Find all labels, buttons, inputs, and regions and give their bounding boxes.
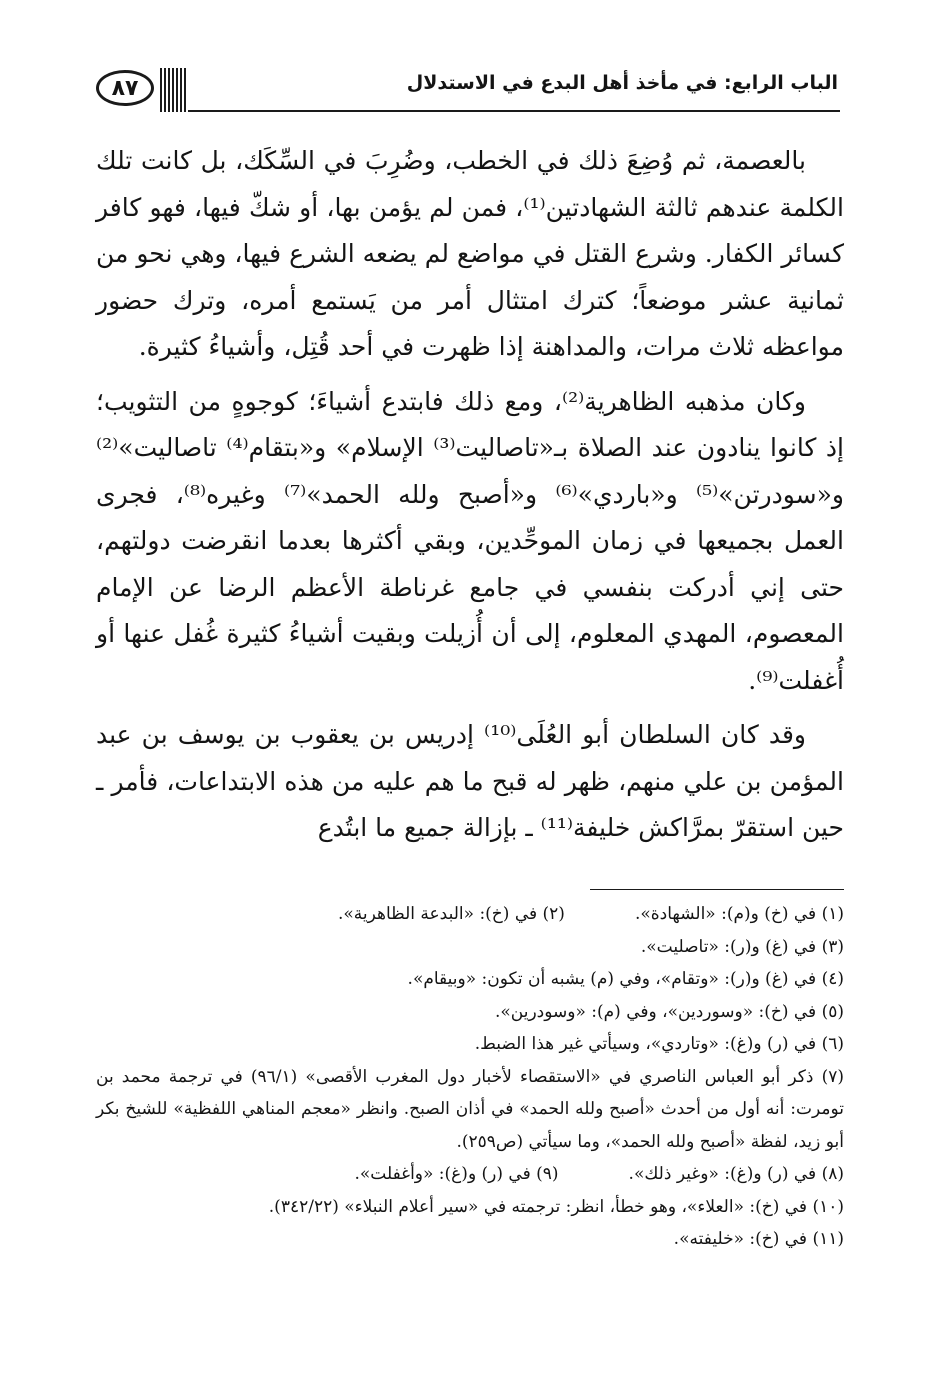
footnote-row xyxy=(96,898,844,931)
decorative-bars-icon xyxy=(160,68,188,112)
footnote-8: (٨) في (ر) و(غ): «وغير ذلك». xyxy=(628,1164,844,1184)
page-number-badge xyxy=(88,62,186,112)
footnote-3: (٣) في (غ) و(ر): «تاصليت». xyxy=(640,936,844,957)
footnote-4: (٤) في (غ) و(ر): «وتقام»، وفي (م) يشبه أن تكون: «وبيقام». xyxy=(407,969,844,989)
footnote-2: (٢) في (خ): «البدعة الظاهرية». xyxy=(338,904,565,924)
footnote-10: (١٠) في (خ): «العلاء»، وهو خطأ، انظر: ترجمته في «سير أعلام النبلاء» (٣٤٢/٢٢). xyxy=(268,1196,844,1217)
footnote-9: (٩) في (ر) و(غ): «وأغفلت». xyxy=(354,1164,559,1184)
page-number: ٨٧ xyxy=(96,70,154,106)
main-text xyxy=(96,138,844,852)
footnote-row xyxy=(96,1158,844,1191)
paragraph-2: وكان مذهبه الظاهرية⁽²⁾، ومع ذلك فابتدع أشياءَ؛ كوجوهٍ من التثويب؛ إذ كانوا ينادون عند الصلاة بـ«تاصاليت⁽³⁾ الإسلام» و«بتقام⁽⁴⁾ تاصاليت»⁽²⁾ و«سودرتن»⁽⁵⁾ و«باردي»⁽⁶⁾ و«أصبح ولله الحمد»⁽⁷⁾ وغيره⁽⁸⁾، فجرى العمل بجميعها في زمان الموحِّدين، وبقي أكثرها بعدما انقرضت دولتهم، حتى إني أدركت بنفسي في جامع غرناطة الأعظم الرضا عن الإمام المعصوم، المهدي المعلوم، إلى أن أُزيلت وبقيت أشياءُ كثيرة غُفل عنها أو أُغفلت⁽⁹⁾. xyxy=(96,386,844,695)
footnotes xyxy=(96,898,844,1256)
page-header xyxy=(88,58,840,116)
footnote-6: (٦) في (ر) و(غ): «وتاردي»، وسيأتي غير هذا الضبط. xyxy=(474,1034,844,1054)
footnote-7: (٧) ذكر أبو العباس الناصري في «الاستقصاء لأخبار دول المغرب الأقصى» (٩٦/١) في ترجمة محمد بن تومرت: أنه أول من أحدث «أصبح ولله الحمد» في أذان الصبح. وانظر «معجم المناهي اللفظية» للشيخ بكر أبو زيد، لفظة «أصبح ولله الحمد»، وما سيأتي (ص٢٥٩). xyxy=(96,1066,844,1152)
footnote-11: (١١) في (خ): «خليفته». xyxy=(673,1229,844,1249)
paragraph-1: بالعصمة، ثم وُضِعَ ذلك في الخطب، وضُرِبَ في السِّكَك، بل كانت تلك الكلمة عندهم ثالثة الشهادتين⁽¹⁾، فمن لم يؤمن بها، أو شكّ فيها، فهو كافر كسائر الكفار. وشرع القتل في مواضع لم يضعه الشرع فيها، وهي نحو من ثمانية عشر موضعاً؛ كترك امتثال أمر من يَستمع أمره، وترك حضور مواعظه ثلاث مرات، والمداهنة إذا ظهرت في أحد قُتِل، وأشياءُ كثيرة. xyxy=(96,146,844,361)
chapter-title: الباب الرابع: في مأخذ أهل البدع في الاستدلال xyxy=(406,72,838,94)
header-rule xyxy=(188,110,840,112)
footnote-separator xyxy=(590,889,844,890)
footnote-5: (٥) في (خ): «وسوردين»، وفي (م): «وسودرين». xyxy=(495,1001,844,1022)
footnote-1: (١) في (خ) و(م): «الشهادة». xyxy=(634,904,844,924)
paragraph-3: وقد كان السلطان أبو العُلَى⁽¹⁰⁾ إدريس بن يعقوب بن يوسف بن عبد المؤمن بن علي منهم، ظهر له قبح ما هم عليه من هذه الابتداعات، فأمر ـ حين استقرّ بمرَّاكش خليفة⁽¹¹⁾ ـ بإزالة جميع ما ابتُدع xyxy=(96,720,844,842)
